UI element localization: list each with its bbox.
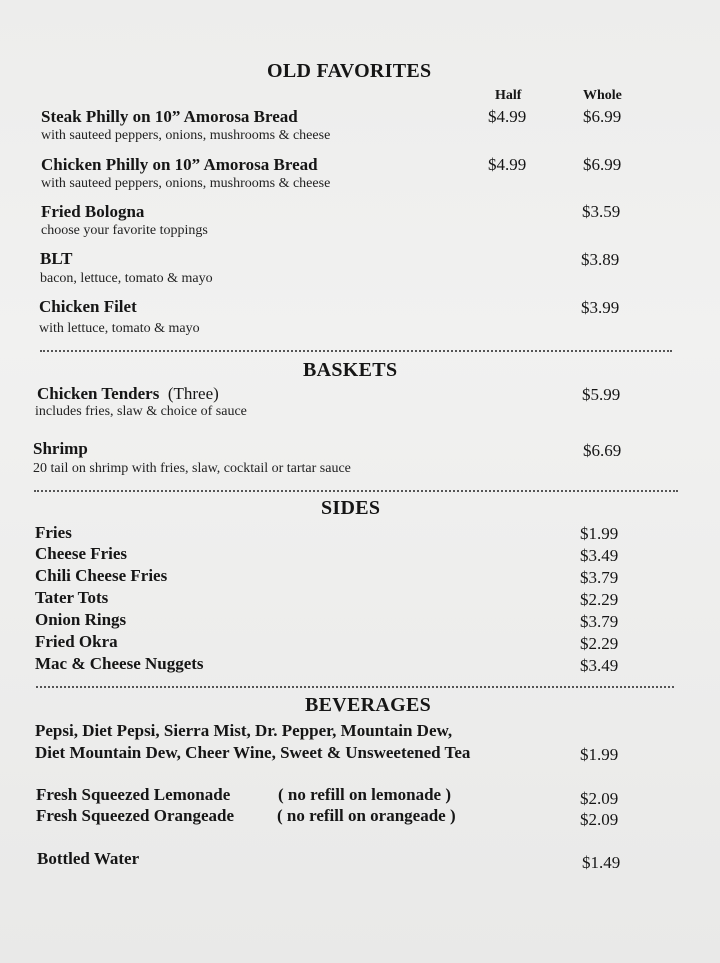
menu-item-name: Chicken Filet <box>39 297 137 316</box>
side-item-price: $2.29 <box>580 634 619 653</box>
side-item-price: $3.79 <box>580 568 619 587</box>
side-item-name: Cheese Fries <box>35 544 128 563</box>
beverage-lemonade-name: Fresh Squeezed Lemonade <box>36 785 231 804</box>
menu-item-name: Fried Bologna <box>41 202 145 221</box>
dotted-divider <box>40 350 672 352</box>
beverage-water-name: Bottled Water <box>37 849 140 868</box>
column-header-whole: Whole <box>583 88 622 103</box>
price-whole: $3.59 <box>582 202 621 221</box>
side-item-price: $3.49 <box>580 656 619 675</box>
menu-item-description: with sauteed peppers, onions, mushrooms & cheese <box>41 176 331 191</box>
section-title-old-favorites: OLD FAVORITES <box>267 60 432 82</box>
beverage-lemonade-price: $2.09 <box>580 789 619 808</box>
beverage-lemonade-note: ( no refill on lemonade ) <box>278 785 451 804</box>
menu-item-name: Shrimp <box>33 439 88 458</box>
menu-item-description: includes fries, slaw & choice of sauce <box>35 404 247 419</box>
side-item-price: $3.49 <box>580 546 619 565</box>
beverage-water-price: $1.49 <box>582 853 621 872</box>
price-half: $4.99 <box>488 107 527 126</box>
price-half: $4.99 <box>488 155 527 174</box>
side-item-price: $1.99 <box>580 524 619 543</box>
beverage-orangeade-name: Fresh Squeezed Orangeade <box>36 806 235 825</box>
beverage-sodas-price: $1.99 <box>580 745 619 764</box>
dotted-divider <box>34 490 678 492</box>
side-item-name: Chili Cheese Fries <box>35 566 168 585</box>
menu-item-portion: (Three) <box>167 384 219 403</box>
beverage-orangeade-note: ( no refill on orangeade ) <box>277 806 456 825</box>
dotted-divider <box>36 686 674 688</box>
menu-item-name: BLT <box>40 249 73 268</box>
menu-item-name: Chicken Tenders (Three) <box>37 384 219 403</box>
price: $6.69 <box>583 441 622 460</box>
menu-item-description: with lettuce, tomato & mayo <box>39 321 200 336</box>
price-whole: $6.99 <box>583 155 622 174</box>
beverage-sodas-line-2: Diet Mountain Dew, Cheer Wine, Sweet & Unsweetened Tea <box>35 743 471 762</box>
price: $5.99 <box>582 385 621 404</box>
section-title-beverages: BEVERAGES <box>305 694 432 716</box>
menu-item-description: choose your favorite toppings <box>41 223 208 238</box>
side-item-name: Fried Okra <box>35 632 118 651</box>
price-whole: $3.89 <box>581 250 620 269</box>
price-whole: $3.99 <box>581 298 620 317</box>
beverage-orangeade-price: $2.09 <box>580 810 619 829</box>
side-item-price: $2.29 <box>580 590 619 609</box>
price-whole: $6.99 <box>583 107 622 126</box>
menu-item-description: 20 tail on shrimp with fries, slaw, cocktail or tartar sauce <box>33 461 351 476</box>
side-item-name: Onion Rings <box>35 610 127 629</box>
menu-item-name: Chicken Philly on 10” Amorosa Bread <box>41 155 318 174</box>
side-item-name: Fries <box>35 523 72 542</box>
beverage-sodas-line-1: Pepsi, Diet Pepsi, Sierra Mist, Dr. Pepper, Mountain Dew, <box>35 721 453 740</box>
side-item-name: Mac & Cheese Nuggets <box>35 654 204 673</box>
section-title-baskets: BASKETS <box>303 359 398 381</box>
menu-item-description: with sauteed peppers, onions, mushrooms & cheese <box>41 128 331 143</box>
menu-item-description: bacon, lettuce, tomato & mayo <box>40 271 213 286</box>
side-item-price: $3.79 <box>580 612 619 631</box>
column-header-half: Half <box>495 88 522 103</box>
section-title-sides: SIDES <box>321 497 381 519</box>
side-item-name: Tater Tots <box>35 588 109 607</box>
menu-item-name: Steak Philly on 10” Amorosa Bread <box>41 107 298 126</box>
